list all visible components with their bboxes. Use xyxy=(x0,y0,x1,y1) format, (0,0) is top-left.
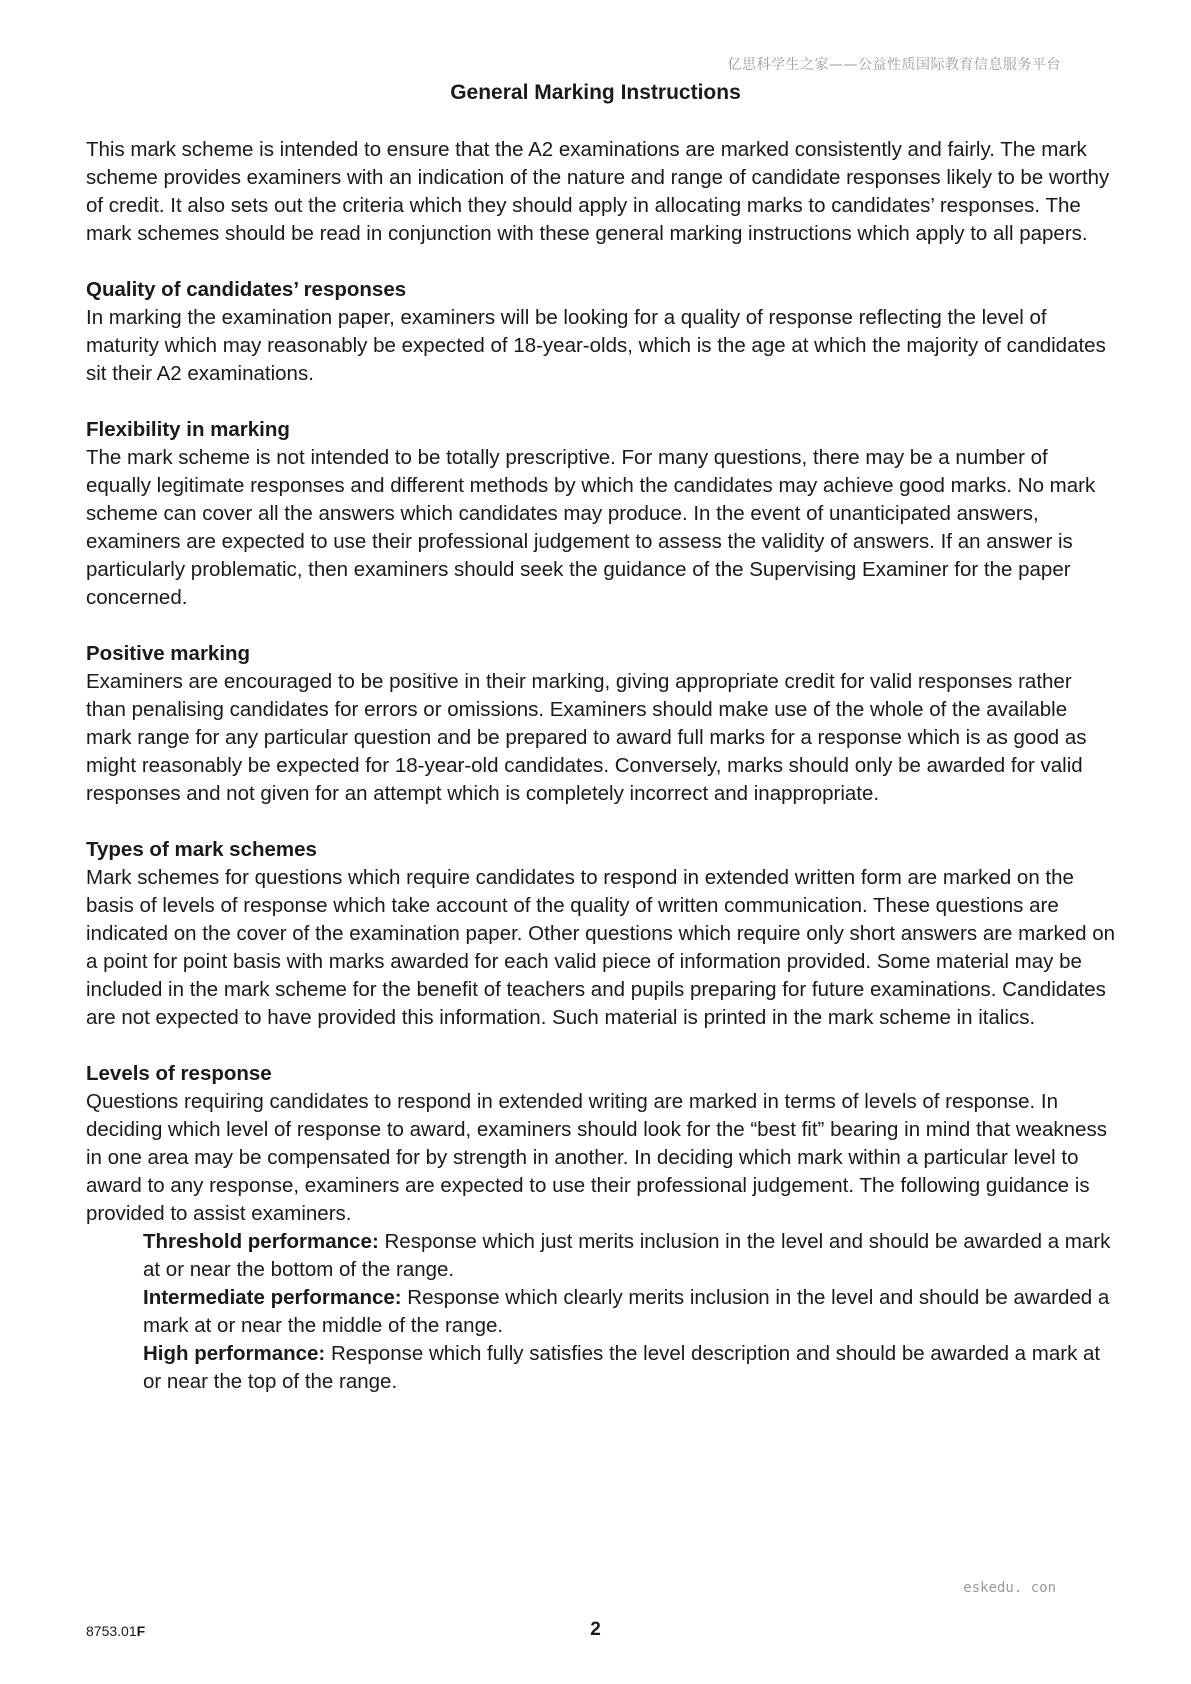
section-heading: Flexibility in marking xyxy=(86,418,290,441)
level-text: Response which just merits inclusion in the level and should be awarded a mark at or near the bottom of the range. xyxy=(143,1230,1111,1281)
section-quality xyxy=(86,276,1116,388)
section-levels xyxy=(86,1060,1116,1228)
section-heading: Positive marking xyxy=(86,642,251,665)
section-heading: Levels of response xyxy=(86,1062,272,1085)
level-text: Response which fully satisfies the level description and should be awarded a mark at or near the top of the range. xyxy=(143,1342,1101,1393)
level-label: Threshold performance: xyxy=(143,1230,379,1253)
section-body: In marking the examination paper, examiners will be looking for a quality of response reflecting the level of maturity which may reasonably be expected of 18-year-olds, which is the age at which the majority of candidates sit their A2 examinations. xyxy=(86,306,1106,385)
watermark-header: 亿思科学生之家——公益性质国际教育信息服务平台 xyxy=(727,57,1061,73)
section-body: Mark schemes for questions which require candidates to respond in extended written form are marked on the basis of levels of response which take account of the quality of written communication. These questions are indicated on the cover of the examination paper. Other questions which require only short answers are marked on a point for point basis with marks awarded for each valid piece of information provided. Some material may be included in the mark scheme for the benefit of teachers and pupils preparing for future examinations. Candidates are not expected to have provided this information. Such material is printed in the mark scheme in italics. xyxy=(86,866,1115,1029)
section-flexibility xyxy=(86,416,1116,612)
section-body: The mark scheme is not intended to be totally prescriptive. For many questions, there may be a number of equally legitimate responses and different methods by which the candidates may achieve good marks. No mark scheme can cover all the answers which candidates may produce. In the event of unanticipated answers, examiners are expected to use their professional judgement to assess the validity of answers. If an answer is particularly problematic, then examiners should seek the guidance of the Supervising Examiner for the paper concerned. xyxy=(86,446,1096,609)
section-heading: Quality of candidates’ responses xyxy=(86,278,407,301)
level-high xyxy=(143,1340,1116,1396)
level-label: Intermediate performance: xyxy=(143,1286,402,1309)
page-title: General Marking Instructions xyxy=(450,81,741,104)
paper-code-suffix: F xyxy=(136,1623,146,1639)
level-text: Response which clearly merits inclusion in the level and should be awarded a mark at or near the middle of the range. xyxy=(143,1286,1110,1337)
intro-paragraph: This mark scheme is intended to ensure that the A2 examinations are marked consistently and fairly. The mark scheme provides examiners with an indication of the nature and range of candidate responses likely to be worthy of credit. It also sets out the criteria which they should apply in allocating marks to candidates’ responses. The mark schemes should be read in conjunction with these general marking instructions which apply to all papers. xyxy=(86,138,1110,245)
levels-list xyxy=(143,1228,1116,1396)
section-body: Questions requiring candidates to respond in extended writing are marked in terms of levels of response. In deciding which level of response to award, examiners should look for the “best fit” bearing in mind that weakness in one area may be compensated for by strength in another. In deciding which mark within a particular level to award to any response, examiners are expected to use their professional judgement. The following guidance is provided to assist examiners. xyxy=(86,1090,1107,1225)
level-intermediate xyxy=(143,1284,1116,1340)
page-number: 2 xyxy=(590,1619,601,1640)
level-threshold xyxy=(143,1228,1116,1284)
watermark-footer: eskedu. con xyxy=(963,1580,1056,1596)
paper-code-number: 8753.01 xyxy=(86,1623,137,1639)
document-body xyxy=(86,136,1116,1396)
section-body: Examiners are encouraged to be positive in their marking, giving appropriate credit for valid responses rather than penalising candidates for errors or omissions. Examiners should make use of the whole of the available mark range for any particular question and be prepared to award full marks for a response which is as good as might reasonably be expected for 18-year-old candidates. Conversely, marks should only be awarded for valid responses and not given for an attempt which is completely incorrect and inappropriate. xyxy=(86,670,1087,805)
section-heading: Types of mark schemes xyxy=(86,838,317,861)
section-positive-marking xyxy=(86,640,1116,808)
section-types xyxy=(86,836,1116,1032)
level-label: High performance: xyxy=(143,1342,326,1365)
